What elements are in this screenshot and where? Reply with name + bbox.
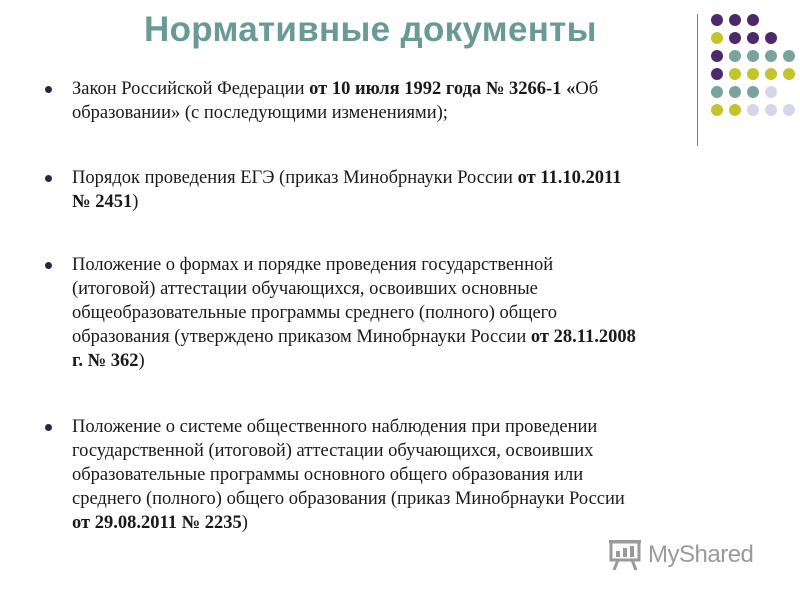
text-line <box>72 325 792 349</box>
dot <box>729 50 741 62</box>
text-line <box>72 101 792 125</box>
text-line <box>72 190 792 214</box>
text-line <box>72 301 792 325</box>
dot <box>711 32 723 44</box>
dot <box>711 50 723 62</box>
logo-text: MyShared <box>648 541 754 568</box>
dot <box>783 50 795 62</box>
page-title: Нормативные документы <box>144 10 597 49</box>
text-run: общеобразовательные программы среднего (полного) общего <box>72 303 558 323</box>
list-item-text <box>72 77 792 125</box>
text-line <box>72 166 792 190</box>
text-run: ) <box>138 351 145 371</box>
text-run: среднего (полного) общего образования (приказ Минобрнауки России <box>72 489 625 509</box>
bullet-dot <box>45 86 52 93</box>
dot <box>711 14 723 26</box>
list-item <box>72 77 792 125</box>
text-run: ) <box>241 513 248 533</box>
list-item-text <box>72 166 792 214</box>
bold-text-run: от 11.10.2011 <box>517 168 622 188</box>
text-line <box>72 511 792 535</box>
bullet-dot <box>45 424 52 431</box>
dot <box>747 50 759 62</box>
bold-text-run: № 2451 <box>72 192 133 212</box>
presentation-board-icon <box>608 539 642 571</box>
bullet-dot <box>45 175 52 182</box>
text-run: Положение о формах и порядке проведения государственной <box>72 255 554 275</box>
text-line <box>72 463 792 487</box>
list-item <box>72 415 792 535</box>
bullet-dot <box>45 262 52 269</box>
dot <box>765 32 777 44</box>
text-run: образования (утверждено приказом Минобрнауки России <box>72 327 531 347</box>
text-run: Об <box>575 79 599 99</box>
text-run: (итоговой) аттестации обучающихся, освоивших основные <box>72 279 538 299</box>
list-item-text <box>72 253 792 373</box>
dot <box>729 32 741 44</box>
bold-text-run: г. № 362 <box>72 351 139 371</box>
text-run: Закон Российской Федерации <box>72 79 310 99</box>
dot <box>747 14 759 26</box>
text-line <box>72 77 792 101</box>
text-line <box>72 415 792 439</box>
text-run: ) <box>132 192 139 212</box>
text-run: образовательные программы основного общего образования или <box>72 465 584 485</box>
dot <box>729 14 741 26</box>
dot <box>765 50 777 62</box>
text-line <box>72 253 792 277</box>
bold-text-run: от 10 июля 1992 года № 3266-1 « <box>309 79 576 99</box>
text-line <box>72 349 792 373</box>
bold-text-run: от 28.11.2008 <box>530 327 636 347</box>
text-line <box>72 277 792 301</box>
list-item <box>72 166 792 214</box>
text-line <box>72 487 792 511</box>
list-item <box>72 253 792 373</box>
text-line <box>72 439 792 463</box>
text-run: государственной (итоговой) аттестации обучающихся, освоивших <box>72 441 594 461</box>
text-run: образовании» (с последующими изменениями); <box>72 103 448 123</box>
text-run: Порядок проведения ЕГЭ (приказ Минобрнауки России <box>72 168 518 188</box>
text-run: Положение о системе общественного наблюдения при проведении <box>72 417 598 437</box>
bold-text-run: от 29.08.2011 № 2235 <box>72 513 242 533</box>
dot <box>747 32 759 44</box>
list-item-text <box>72 415 792 535</box>
